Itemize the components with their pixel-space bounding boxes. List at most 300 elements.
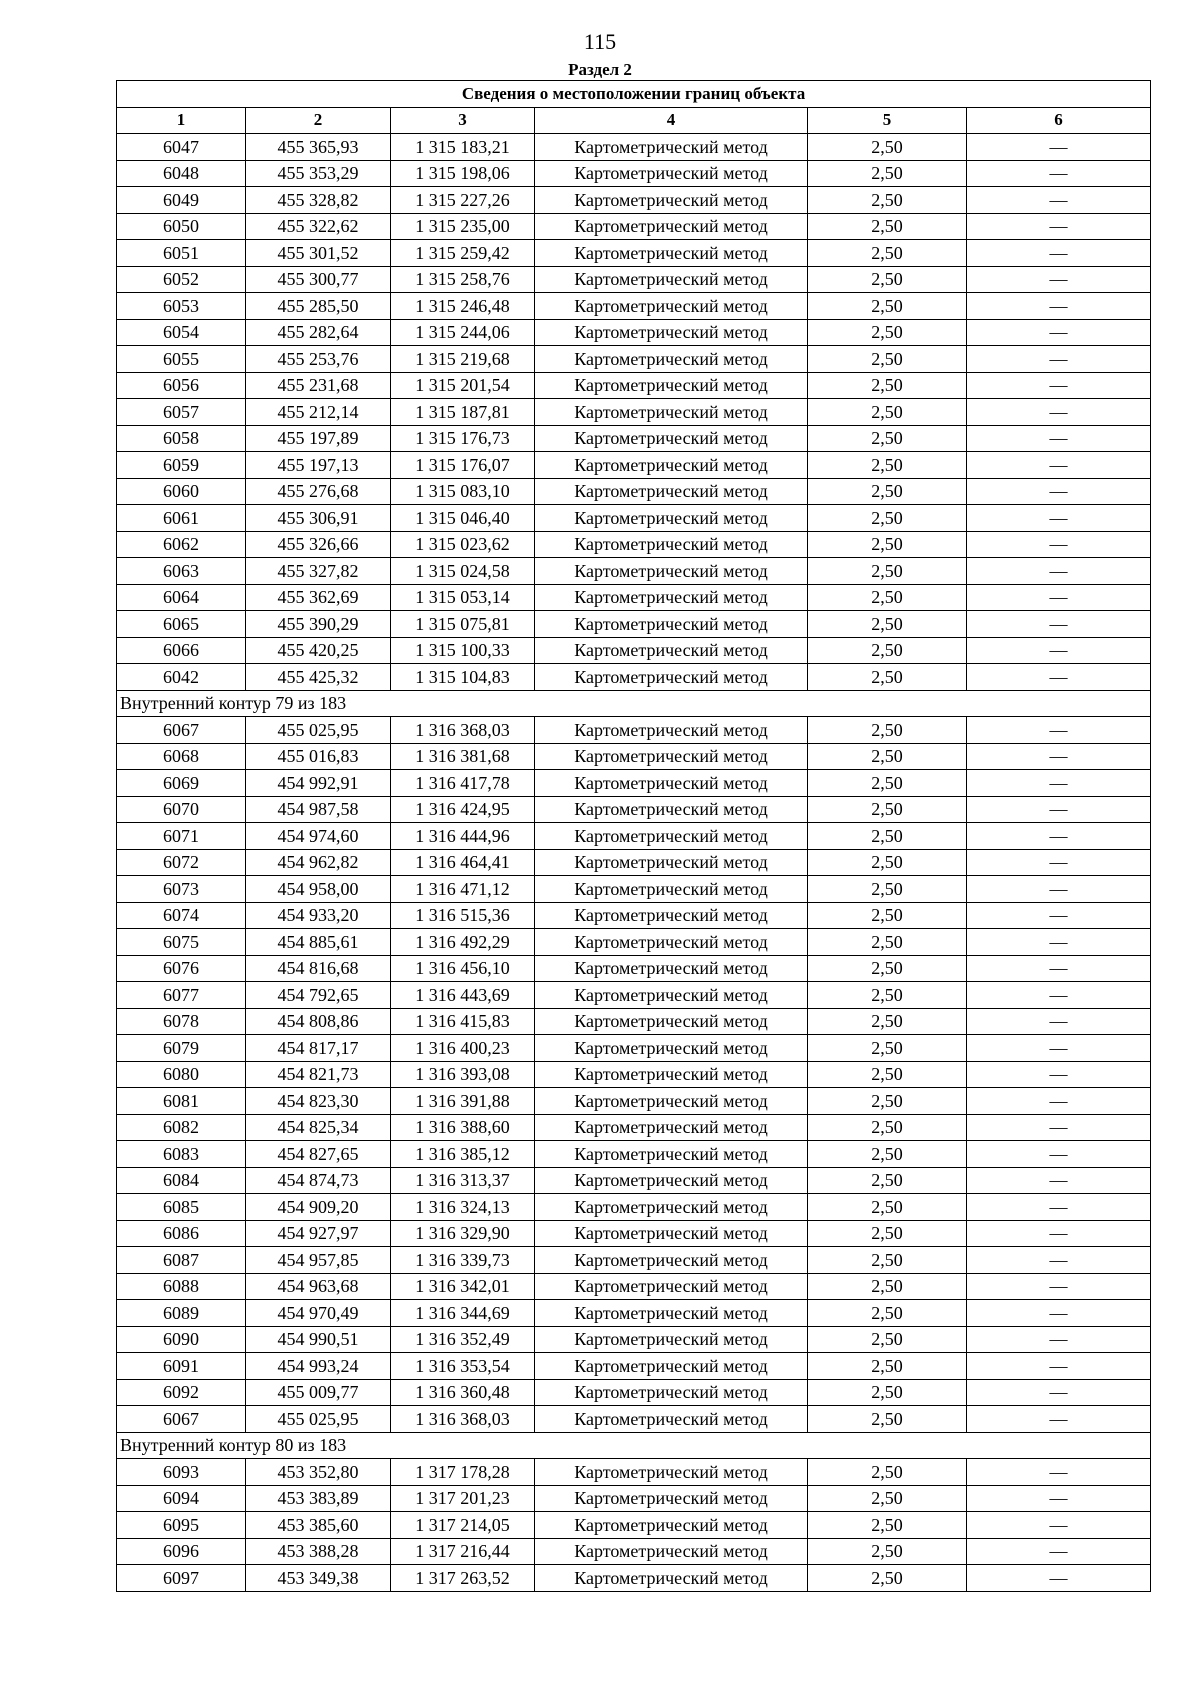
description-cell: —: [967, 955, 1151, 982]
point-number-cell: 6065: [117, 611, 246, 638]
table-row: [117, 982, 1151, 1009]
x-coordinate-cell: 454 927,97: [246, 1220, 391, 1247]
method-cell: Картометрический метод: [535, 1459, 808, 1486]
x-coordinate-cell: 455 282,64: [246, 319, 391, 346]
x-coordinate-cell: 455 253,76: [246, 346, 391, 373]
y-coordinate-cell: 1 317 201,23: [391, 1485, 535, 1512]
x-coordinate-cell: 453 352,80: [246, 1459, 391, 1486]
table-row: [117, 266, 1151, 293]
y-coordinate-cell: 1 316 385,12: [391, 1141, 535, 1168]
point-number-cell: 6080: [117, 1061, 246, 1088]
table-row: [117, 531, 1151, 558]
x-coordinate-cell: 454 885,61: [246, 929, 391, 956]
method-cell: Картометрический метод: [535, 1379, 808, 1406]
method-cell: Картометрический метод: [535, 1088, 808, 1115]
point-number-cell: 6053: [117, 293, 246, 320]
method-cell: Картометрический метод: [535, 1247, 808, 1274]
method-cell: Картометрический метод: [535, 346, 808, 373]
accuracy-cell: 2,50: [808, 717, 967, 744]
accuracy-cell: 2,50: [808, 1220, 967, 1247]
point-number-cell: 6087: [117, 1247, 246, 1274]
y-coordinate-cell: 1 315 024,58: [391, 558, 535, 585]
table-row: [117, 902, 1151, 929]
table-row: [117, 1538, 1151, 1565]
accuracy-cell: 2,50: [808, 929, 967, 956]
point-number-cell: 6066: [117, 637, 246, 664]
point-number-cell: 6090: [117, 1326, 246, 1353]
x-coordinate-cell: 455 212,14: [246, 399, 391, 426]
accuracy-cell: 2,50: [808, 849, 967, 876]
method-cell: Картометрический метод: [535, 1485, 808, 1512]
accuracy-cell: 2,50: [808, 664, 967, 691]
table-row: [117, 1300, 1151, 1327]
table-row: [117, 372, 1151, 399]
table-row: [117, 505, 1151, 532]
y-coordinate-cell: 1 317 178,28: [391, 1459, 535, 1486]
x-coordinate-cell: 454 963,68: [246, 1273, 391, 1300]
point-number-cell: 6061: [117, 505, 246, 532]
point-number-cell: 6072: [117, 849, 246, 876]
table-row: [117, 478, 1151, 505]
description-cell: —: [967, 611, 1151, 638]
accuracy-cell: 2,50: [808, 505, 967, 532]
accuracy-cell: 2,50: [808, 160, 967, 187]
method-cell: Картометрический метод: [535, 1167, 808, 1194]
column-header-4: 4: [535, 107, 808, 134]
point-number-cell: 6052: [117, 266, 246, 293]
description-cell: —: [967, 425, 1151, 452]
x-coordinate-cell: 453 349,38: [246, 1565, 391, 1592]
method-cell: Картометрический метод: [535, 399, 808, 426]
y-coordinate-cell: 1 315 246,48: [391, 293, 535, 320]
table-row: [117, 1459, 1151, 1486]
accuracy-cell: 2,50: [808, 1141, 967, 1168]
table-row: [117, 1326, 1151, 1353]
description-cell: —: [967, 187, 1151, 214]
method-cell: Картометрический метод: [535, 134, 808, 161]
accuracy-cell: 2,50: [808, 796, 967, 823]
x-coordinate-cell: 454 874,73: [246, 1167, 391, 1194]
x-coordinate-cell: 455 025,95: [246, 1406, 391, 1433]
description-cell: —: [967, 1379, 1151, 1406]
method-cell: Картометрический метод: [535, 929, 808, 956]
x-coordinate-cell: 455 197,13: [246, 452, 391, 479]
x-coordinate-cell: 454 821,73: [246, 1061, 391, 1088]
accuracy-cell: 2,50: [808, 1194, 967, 1221]
description-cell: —: [967, 743, 1151, 770]
x-coordinate-cell: 454 816,68: [246, 955, 391, 982]
accuracy-cell: 2,50: [808, 1167, 967, 1194]
description-cell: —: [967, 982, 1151, 1009]
description-cell: —: [967, 505, 1151, 532]
y-coordinate-cell: 1 315 201,54: [391, 372, 535, 399]
y-coordinate-cell: 1 315 244,06: [391, 319, 535, 346]
method-cell: Картометрический метод: [535, 558, 808, 585]
method-cell: Картометрический метод: [535, 1220, 808, 1247]
table-row: [117, 955, 1151, 982]
method-cell: Картометрический метод: [535, 1512, 808, 1539]
description-cell: —: [967, 399, 1151, 426]
y-coordinate-cell: 1 315 053,14: [391, 584, 535, 611]
method-cell: Картометрический метод: [535, 1565, 808, 1592]
table-row: [117, 611, 1151, 638]
method-cell: Картометрический метод: [535, 849, 808, 876]
x-coordinate-cell: 455 197,89: [246, 425, 391, 452]
point-number-cell: 6055: [117, 346, 246, 373]
x-coordinate-cell: 455 016,83: [246, 743, 391, 770]
description-cell: —: [967, 796, 1151, 823]
method-cell: Картометрический метод: [535, 160, 808, 187]
table-row: [117, 187, 1151, 214]
y-coordinate-cell: 1 315 183,21: [391, 134, 535, 161]
accuracy-cell: 2,50: [808, 611, 967, 638]
point-number-cell: 6058: [117, 425, 246, 452]
y-coordinate-cell: 1 316 324,13: [391, 1194, 535, 1221]
description-cell: —: [967, 240, 1151, 267]
description-cell: —: [967, 770, 1151, 797]
description-cell: —: [967, 1353, 1151, 1380]
method-cell: Картометрический метод: [535, 1035, 808, 1062]
point-number-cell: 6059: [117, 452, 246, 479]
description-cell: —: [967, 876, 1151, 903]
x-coordinate-cell: 454 990,51: [246, 1326, 391, 1353]
table-caption-row: [117, 81, 1151, 108]
description-cell: —: [967, 1565, 1151, 1592]
method-cell: Картометрический метод: [535, 505, 808, 532]
accuracy-cell: 2,50: [808, 293, 967, 320]
table-row: [117, 1114, 1151, 1141]
x-coordinate-cell: 454 962,82: [246, 849, 391, 876]
point-number-cell: 6091: [117, 1353, 246, 1380]
method-cell: Картометрический метод: [535, 478, 808, 505]
y-coordinate-cell: 1 316 492,29: [391, 929, 535, 956]
method-cell: Картометрический метод: [535, 240, 808, 267]
accuracy-cell: 2,50: [808, 1273, 967, 1300]
description-cell: —: [967, 213, 1151, 240]
x-coordinate-cell: 455 326,66: [246, 531, 391, 558]
table-row: [117, 1220, 1151, 1247]
method-cell: Картометрический метод: [535, 1353, 808, 1380]
y-coordinate-cell: 1 315 187,81: [391, 399, 535, 426]
table-row: [117, 558, 1151, 585]
contour-label: Внутренний контур 79 из 183: [117, 690, 1151, 717]
y-coordinate-cell: 1 315 198,06: [391, 160, 535, 187]
x-coordinate-cell: 455 231,68: [246, 372, 391, 399]
point-number-cell: 6075: [117, 929, 246, 956]
method-cell: Картометрический метод: [535, 1326, 808, 1353]
description-cell: —: [967, 293, 1151, 320]
point-number-cell: 6067: [117, 1406, 246, 1433]
method-cell: Картометрический метод: [535, 372, 808, 399]
x-coordinate-cell: 453 383,89: [246, 1485, 391, 1512]
point-number-cell: 6054: [117, 319, 246, 346]
x-coordinate-cell: 455 285,50: [246, 293, 391, 320]
x-coordinate-cell: 453 385,60: [246, 1512, 391, 1539]
method-cell: Картометрический метод: [535, 743, 808, 770]
description-cell: —: [967, 1194, 1151, 1221]
x-coordinate-cell: 455 327,82: [246, 558, 391, 585]
table-row: [117, 1008, 1151, 1035]
description-cell: —: [967, 1167, 1151, 1194]
point-number-cell: 6042: [117, 664, 246, 691]
method-cell: Картометрический метод: [535, 717, 808, 744]
accuracy-cell: 2,50: [808, 1247, 967, 1274]
description-cell: —: [967, 1538, 1151, 1565]
accuracy-cell: 2,50: [808, 1061, 967, 1088]
point-number-cell: 6047: [117, 134, 246, 161]
description-cell: —: [967, 1141, 1151, 1168]
point-number-cell: 6077: [117, 982, 246, 1009]
x-coordinate-cell: 455 306,91: [246, 505, 391, 532]
y-coordinate-cell: 1 315 176,07: [391, 452, 535, 479]
description-cell: —: [967, 584, 1151, 611]
accuracy-cell: 2,50: [808, 319, 967, 346]
description-cell: —: [967, 637, 1151, 664]
x-coordinate-cell: 454 909,20: [246, 1194, 391, 1221]
x-coordinate-cell: 454 993,24: [246, 1353, 391, 1380]
x-coordinate-cell: 455 420,25: [246, 637, 391, 664]
method-cell: Картометрический метод: [535, 664, 808, 691]
method-cell: Картометрический метод: [535, 982, 808, 1009]
method-cell: Картометрический метод: [535, 1273, 808, 1300]
method-cell: Картометрический метод: [535, 637, 808, 664]
accuracy-cell: 2,50: [808, 876, 967, 903]
method-cell: Картометрический метод: [535, 1538, 808, 1565]
y-coordinate-cell: 1 317 263,52: [391, 1565, 535, 1592]
method-cell: Картометрический метод: [535, 584, 808, 611]
x-coordinate-cell: 455 390,29: [246, 611, 391, 638]
accuracy-cell: 2,50: [808, 584, 967, 611]
method-cell: Картометрический метод: [535, 1008, 808, 1035]
method-cell: Картометрический метод: [535, 266, 808, 293]
description-cell: —: [967, 452, 1151, 479]
column-header-row: [117, 107, 1151, 134]
x-coordinate-cell: 454 827,65: [246, 1141, 391, 1168]
boundary-table: [116, 80, 1151, 1592]
x-coordinate-cell: 455 009,77: [246, 1379, 391, 1406]
x-coordinate-cell: 455 362,69: [246, 584, 391, 611]
accuracy-cell: 2,50: [808, 1008, 967, 1035]
point-number-cell: 6062: [117, 531, 246, 558]
y-coordinate-cell: 1 316 368,03: [391, 1406, 535, 1433]
x-coordinate-cell: 455 300,77: [246, 266, 391, 293]
accuracy-cell: 2,50: [808, 955, 967, 982]
point-number-cell: 6085: [117, 1194, 246, 1221]
table-row: [117, 876, 1151, 903]
method-cell: Картометрический метод: [535, 955, 808, 982]
description-cell: —: [967, 1459, 1151, 1486]
table-row: [117, 1406, 1151, 1433]
accuracy-cell: 2,50: [808, 1406, 967, 1433]
y-coordinate-cell: 1 316 339,73: [391, 1247, 535, 1274]
method-cell: Картометрический метод: [535, 1300, 808, 1327]
point-number-cell: 6094: [117, 1485, 246, 1512]
description-cell: —: [967, 558, 1151, 585]
y-coordinate-cell: 1 316 443,69: [391, 982, 535, 1009]
point-number-cell: 6070: [117, 796, 246, 823]
point-number-cell: 6084: [117, 1167, 246, 1194]
table-row: [117, 929, 1151, 956]
point-number-cell: 6081: [117, 1088, 246, 1115]
y-coordinate-cell: 1 316 381,68: [391, 743, 535, 770]
description-cell: —: [967, 478, 1151, 505]
y-coordinate-cell: 1 316 444,96: [391, 823, 535, 850]
y-coordinate-cell: 1 316 329,90: [391, 1220, 535, 1247]
point-number-cell: 6063: [117, 558, 246, 585]
table-row: [117, 1088, 1151, 1115]
table-row: [117, 1379, 1151, 1406]
accuracy-cell: 2,50: [808, 452, 967, 479]
y-coordinate-cell: 1 316 342,01: [391, 1273, 535, 1300]
point-number-cell: 6051: [117, 240, 246, 267]
point-number-cell: 6056: [117, 372, 246, 399]
method-cell: Картометрический метод: [535, 902, 808, 929]
table-body: [117, 134, 1151, 1592]
accuracy-cell: 2,50: [808, 1485, 967, 1512]
accuracy-cell: 2,50: [808, 213, 967, 240]
x-coordinate-cell: 455 322,62: [246, 213, 391, 240]
y-coordinate-cell: 1 315 083,10: [391, 478, 535, 505]
column-header-1: 1: [117, 107, 246, 134]
y-coordinate-cell: 1 316 393,08: [391, 1061, 535, 1088]
point-number-cell: 6057: [117, 399, 246, 426]
description-cell: —: [967, 1035, 1151, 1062]
description-cell: —: [967, 1406, 1151, 1433]
y-coordinate-cell: 1 315 259,42: [391, 240, 535, 267]
y-coordinate-cell: 1 315 235,00: [391, 213, 535, 240]
y-coordinate-cell: 1 316 456,10: [391, 955, 535, 982]
table-row: [117, 637, 1151, 664]
x-coordinate-cell: 455 353,29: [246, 160, 391, 187]
description-cell: —: [967, 319, 1151, 346]
y-coordinate-cell: 1 316 388,60: [391, 1114, 535, 1141]
table-row: [117, 240, 1151, 267]
point-number-cell: 6068: [117, 743, 246, 770]
y-coordinate-cell: 1 315 023,62: [391, 531, 535, 558]
y-coordinate-cell: 1 315 075,81: [391, 611, 535, 638]
x-coordinate-cell: 454 817,17: [246, 1035, 391, 1062]
accuracy-cell: 2,50: [808, 1565, 967, 1592]
x-coordinate-cell: 454 987,58: [246, 796, 391, 823]
description-cell: —: [967, 1008, 1151, 1035]
description-cell: —: [967, 346, 1151, 373]
accuracy-cell: 2,50: [808, 1300, 967, 1327]
x-coordinate-cell: 453 388,28: [246, 1538, 391, 1565]
y-coordinate-cell: 1 315 176,73: [391, 425, 535, 452]
accuracy-cell: 2,50: [808, 770, 967, 797]
accuracy-cell: 2,50: [808, 1035, 967, 1062]
point-number-cell: 6048: [117, 160, 246, 187]
y-coordinate-cell: 1 316 417,78: [391, 770, 535, 797]
method-cell: Картометрический метод: [535, 796, 808, 823]
point-number-cell: 6050: [117, 213, 246, 240]
table-row: [117, 1035, 1151, 1062]
y-coordinate-cell: 1 315 258,76: [391, 266, 535, 293]
accuracy-cell: 2,50: [808, 1088, 967, 1115]
x-coordinate-cell: 455 276,68: [246, 478, 391, 505]
accuracy-cell: 2,50: [808, 1512, 967, 1539]
description-cell: —: [967, 849, 1151, 876]
description-cell: —: [967, 1061, 1151, 1088]
accuracy-cell: 2,50: [808, 372, 967, 399]
point-number-cell: 6089: [117, 1300, 246, 1327]
point-number-cell: 6078: [117, 1008, 246, 1035]
table-row: [117, 743, 1151, 770]
y-coordinate-cell: 1 315 219,68: [391, 346, 535, 373]
description-cell: —: [967, 266, 1151, 293]
x-coordinate-cell: 455 328,82: [246, 187, 391, 214]
accuracy-cell: 2,50: [808, 478, 967, 505]
description-cell: —: [967, 664, 1151, 691]
x-coordinate-cell: 454 933,20: [246, 902, 391, 929]
description-cell: —: [967, 929, 1151, 956]
x-coordinate-cell: 454 957,85: [246, 1247, 391, 1274]
x-coordinate-cell: 454 808,86: [246, 1008, 391, 1035]
table-row: [117, 160, 1151, 187]
method-cell: Картометрический метод: [535, 425, 808, 452]
table-row: [117, 425, 1151, 452]
table-row: [117, 1273, 1151, 1300]
point-number-cell: 6049: [117, 187, 246, 214]
method-cell: Картометрический метод: [535, 1406, 808, 1433]
table-row: [117, 1565, 1151, 1592]
point-number-cell: 6071: [117, 823, 246, 850]
description-cell: —: [967, 1326, 1151, 1353]
column-header-6: 6: [967, 107, 1151, 134]
table-row: [117, 1061, 1151, 1088]
y-coordinate-cell: 1 316 464,41: [391, 849, 535, 876]
table-row: [117, 1512, 1151, 1539]
table-row: [117, 1141, 1151, 1168]
x-coordinate-cell: 455 301,52: [246, 240, 391, 267]
point-number-cell: 6067: [117, 717, 246, 744]
point-number-cell: 6086: [117, 1220, 246, 1247]
column-header-2: 2: [246, 107, 391, 134]
table-row: [117, 452, 1151, 479]
accuracy-cell: 2,50: [808, 240, 967, 267]
contour-row: [117, 1432, 1151, 1459]
y-coordinate-cell: 1 316 352,49: [391, 1326, 535, 1353]
boundary-table-container: [116, 80, 1150, 1592]
y-coordinate-cell: 1 316 415,83: [391, 1008, 535, 1035]
method-cell: Картометрический метод: [535, 187, 808, 214]
y-coordinate-cell: 1 316 424,95: [391, 796, 535, 823]
page-number: 115: [583, 29, 617, 54]
method-cell: Картометрический метод: [535, 293, 808, 320]
point-number-cell: 6082: [117, 1114, 246, 1141]
table-row: [117, 823, 1151, 850]
table-row: [117, 134, 1151, 161]
table-row: [117, 664, 1151, 691]
accuracy-cell: 2,50: [808, 266, 967, 293]
accuracy-cell: 2,50: [808, 1353, 967, 1380]
point-number-cell: 6095: [117, 1512, 246, 1539]
table-row: [117, 796, 1151, 823]
table-row: [117, 1247, 1151, 1274]
table-row: [117, 213, 1151, 240]
description-cell: —: [967, 1512, 1151, 1539]
point-number-cell: 6060: [117, 478, 246, 505]
method-cell: Картометрический метод: [535, 823, 808, 850]
point-number-cell: 6074: [117, 902, 246, 929]
y-coordinate-cell: 1 317 216,44: [391, 1538, 535, 1565]
method-cell: Картометрический метод: [535, 611, 808, 638]
point-number-cell: 6083: [117, 1141, 246, 1168]
accuracy-cell: 2,50: [808, 982, 967, 1009]
accuracy-cell: 2,50: [808, 346, 967, 373]
description-cell: —: [967, 531, 1151, 558]
accuracy-cell: 2,50: [808, 1459, 967, 1486]
